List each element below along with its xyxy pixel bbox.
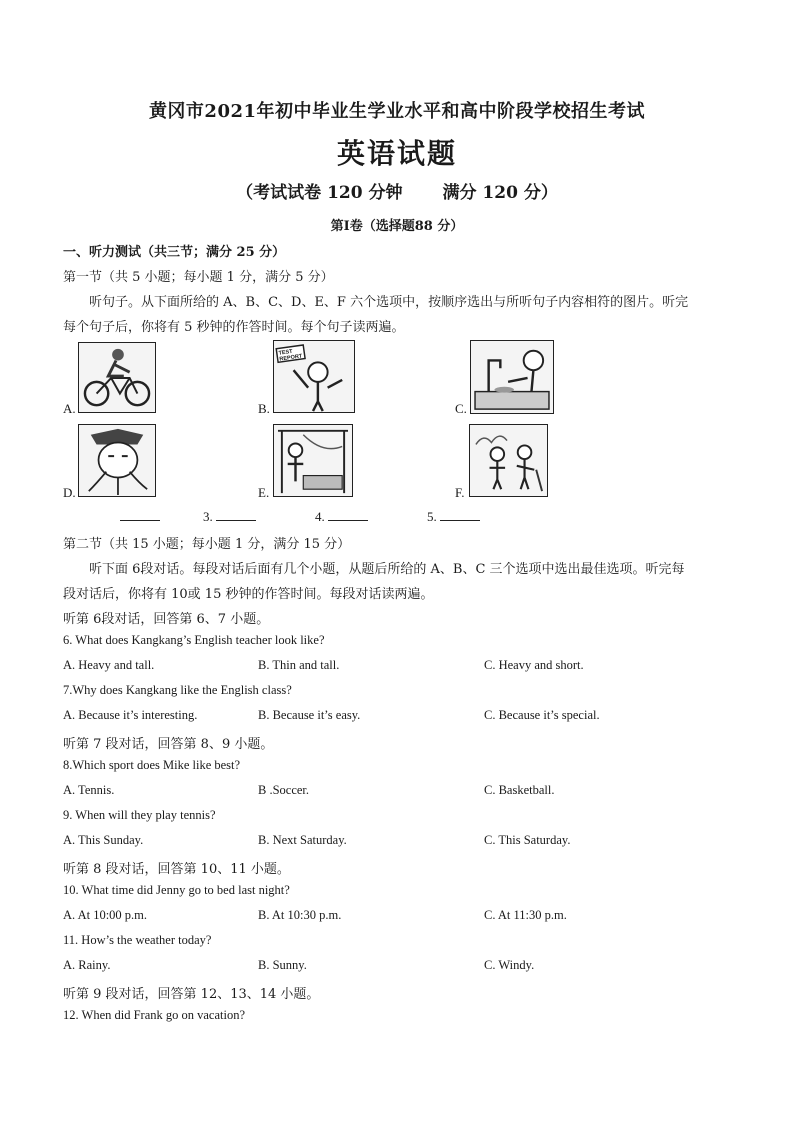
question-10: 10. What time did Jenny go to bed last night? [63, 883, 290, 897]
option-6b[interactable]: B. Thin and tall. [258, 658, 340, 672]
sub2-instruction-2: 段对话后，你将有 10或 15 秒钟的作答时间。每段对话读两遍。 [63, 587, 434, 602]
answer-blank-5[interactable]: 5. [427, 508, 480, 525]
window-view-icon [273, 424, 353, 497]
ancient-poet-icon [78, 424, 156, 497]
dialog-8-heading: 听第 8 段对话，回答第 10、11 小题。 [63, 862, 290, 877]
question-7: 7.Why does Kangkang like the English class? [63, 683, 292, 697]
option-7c[interactable]: C. Because it’s special. [484, 708, 600, 722]
answer-blank[interactable] [120, 508, 160, 525]
option-7b[interactable]: B. Because it’s easy. [258, 708, 361, 722]
option-7a[interactable]: A. Because it’s interesting. [63, 708, 198, 722]
cyclist-icon [78, 342, 156, 413]
question-11: 11. How’s the weather today? [63, 933, 212, 947]
option-9a[interactable]: A. This Sunday. [63, 833, 144, 847]
sub1-heading: 第一节（共 5 小题；每小题 1 分，满分 5 分） [63, 270, 334, 285]
answer-blank-3[interactable]: 3. [203, 508, 256, 525]
option-8b[interactable]: B .Soccer. [258, 783, 310, 797]
question-12: 12. When did Frank go on vacation? [63, 1008, 246, 1022]
dialog-7-heading: 听第 7 段对话，回答第 8、9 小题。 [63, 737, 274, 752]
question-8: 8.Which sport does Mike like best? [63, 758, 241, 772]
part-title: 第Ⅰ卷（选择题88 分） [330, 219, 464, 234]
option-6a[interactable]: A. Heavy and tall. [63, 658, 155, 672]
option-11a[interactable]: A. Rainy. [63, 958, 111, 972]
time-note: （考试试卷 120 分钟 [236, 183, 403, 203]
exam-info [0, 178, 794, 203]
picture-label-b: B. [258, 401, 270, 416]
sub1-instruction-2: 每个句子后，你将有 5 秒钟的作答时间。每个句子读两遍。 [63, 320, 405, 335]
option-8a[interactable]: A. Tennis. [63, 783, 115, 797]
picture-label-e: E. [258, 485, 270, 500]
test-report-icon [273, 340, 355, 413]
dialog-6-heading: 听第 6段对话，回答第 6、7 小题。 [63, 612, 270, 627]
option-11c[interactable]: C. Windy. [484, 958, 535, 972]
dialog-9-heading: 听第 9 段对话，回答第 12、13、14 小题。 [63, 987, 320, 1002]
sub2-heading: 第二节（共 15 小题；每小题 1 分，满分 15 分） [63, 537, 351, 552]
option-10a[interactable]: A. At 10:00 p.m. [63, 908, 148, 922]
answer-blank-4[interactable]: 4. [315, 508, 368, 525]
picture-label-d: D. [63, 485, 76, 500]
option-9c[interactable]: C. This Saturday. [484, 833, 571, 847]
option-8c[interactable]: C. Basketball. [484, 783, 555, 797]
option-11b[interactable]: B. Sunny. [258, 958, 307, 972]
washing-hands-icon [470, 340, 554, 414]
picture-label-f: F. [455, 485, 465, 500]
option-9b[interactable]: B. Next Saturday. [258, 833, 347, 847]
test-report-sign: TEST REPORT [278, 348, 303, 363]
score-note: 满分 120 分） [442, 183, 558, 203]
sub2-instruction-1: 听下面 6段对话。每段对话后面有几个小题，从题后所给的 A、B、C 三个选项中选出最佳选项。听完每 [89, 562, 685, 577]
sub1-instruction-1: 听句子。从下面所给的 A、B、C、D、E、F 六个选项中，按顺序选出与所听句子内容相符的图片。听完 [89, 295, 689, 310]
picture-label-a: A. [63, 401, 76, 416]
section-heading: 一、听力测试（共三节；满分 25 分） [63, 245, 286, 260]
subject-title: 英语试题 [336, 137, 457, 170]
children-cleaning-icon [469, 424, 548, 497]
option-10b[interactable]: B. At 10:30 p.m. [258, 908, 342, 922]
picture-label-c: C. [455, 401, 467, 416]
question-6: 6. What does Kangkang’s English teacher look like? [63, 633, 325, 647]
option-10c[interactable]: C. At 11:30 p.m. [484, 908, 567, 922]
option-6c[interactable]: C. Heavy and short. [484, 658, 584, 672]
question-9: 9. When will they play tennis? [63, 808, 216, 822]
exam-title: 黄冈市2021年初中毕业生学业水平和高中阶段学校招生考试 [148, 101, 646, 122]
